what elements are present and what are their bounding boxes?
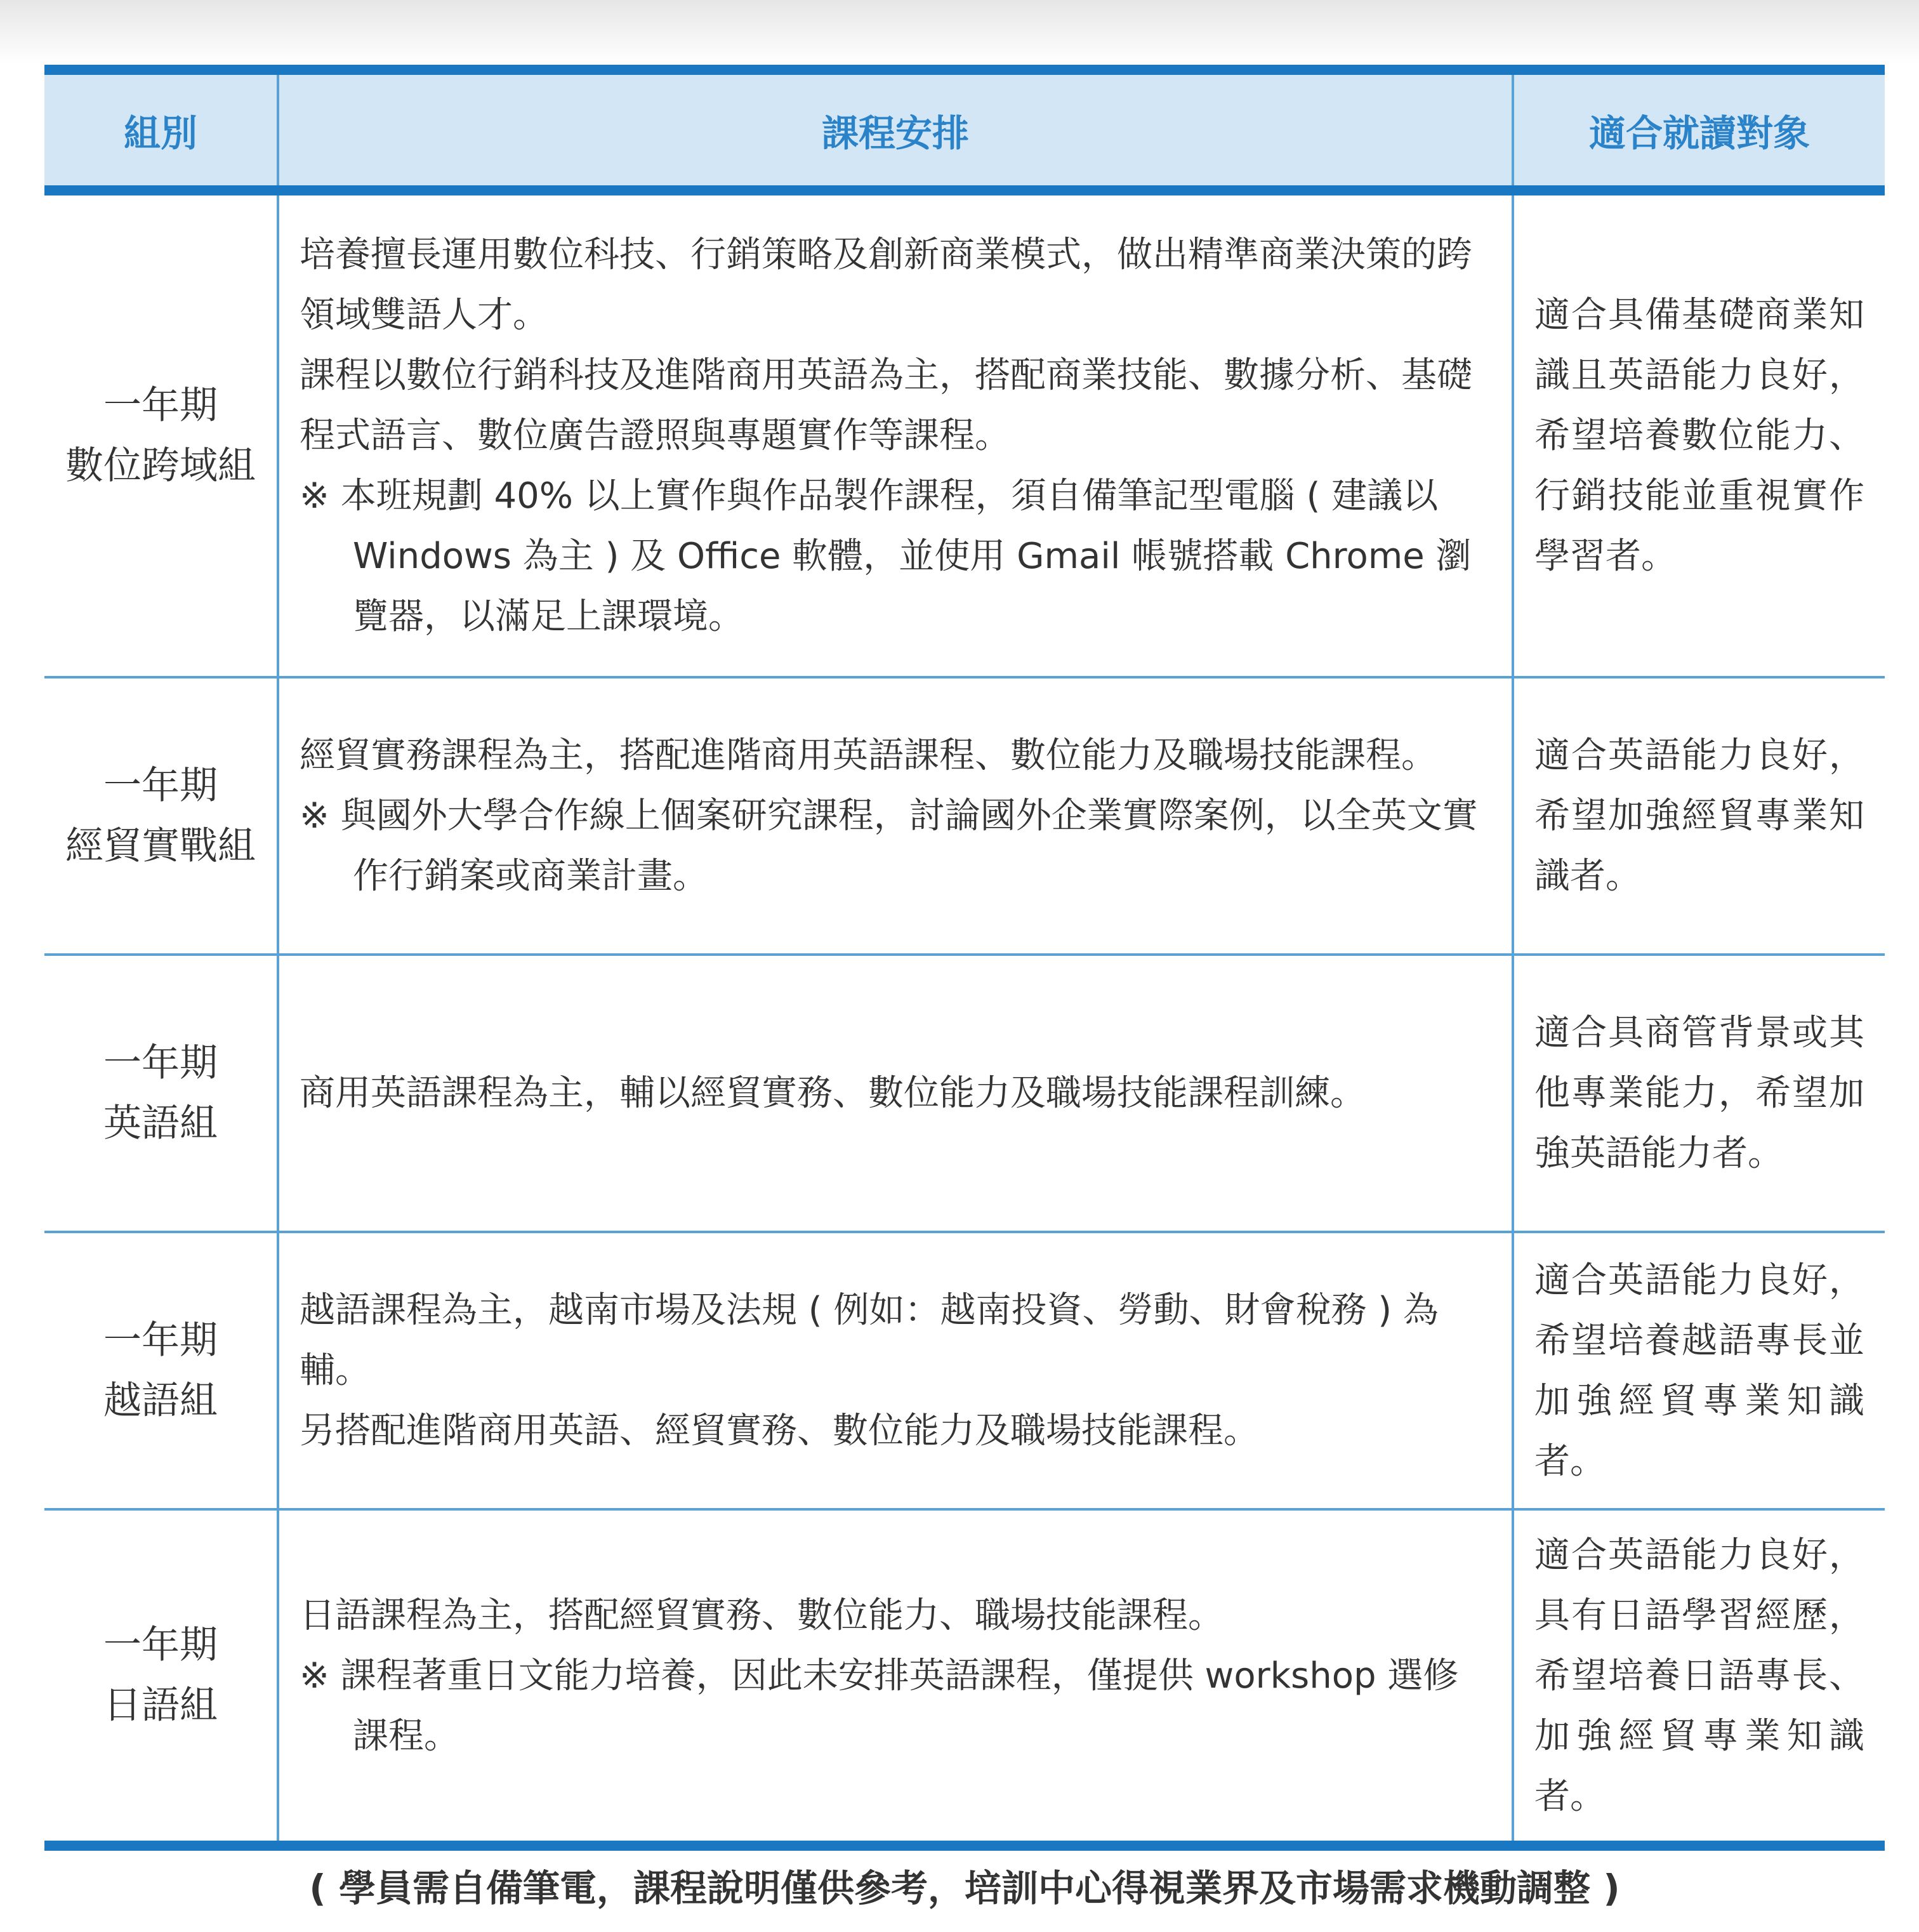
- footer-note: ( 學員需自備筆電，課程說明僅供參考，培訓中心得視業界及市場需求機動調整 ): [309, 1867, 1620, 1910]
- header-target: 適合就讀對象: [1513, 70, 1885, 190]
- header-group: 組別: [44, 70, 278, 190]
- group-duration: 一年期: [103, 1623, 218, 1667]
- group-duration: 一年期: [103, 1040, 218, 1085]
- course-text: 商用英語課程為主，輔以經貿實務、數位能力及職場技能課程訓練。: [300, 1073, 1366, 1114]
- top-shade: [0, 0, 1919, 63]
- course-cell: [278, 677, 1513, 955]
- course-cell: [278, 190, 1513, 677]
- table-row: [44, 955, 1885, 1232]
- header-course: 課程安排: [278, 70, 1513, 190]
- table-row: [44, 1509, 1885, 1846]
- target-cell: 適合具商管背景或其他專業能力，希望加強英語能力者。: [1513, 955, 1885, 1232]
- target-cell: 適合具備基礎商業知識且英語能力良好，希望培養數位能力、行銷技能並重視實作學習者。: [1513, 190, 1885, 677]
- table-row: [44, 190, 1885, 677]
- group-cell: [44, 677, 278, 955]
- group-name: 數位跨域組: [65, 443, 256, 488]
- table-header: [44, 70, 1885, 190]
- course-note: ※ 本班規劃 40% 以上實作與作品製作課程，須自備筆記型電腦 ( 建議以 Windows 為主 ) 及 Office 軟體，並使用 Gmail 帳號搭載 Chrome 瀏覽器，以滿足上課環境。: [300, 475, 1472, 637]
- course-text: 培養擅長運用數位科技、行銷策略及創新商業模式，做出精準商業決策的跨領域雙語人才。: [300, 234, 1472, 336]
- header-row: [44, 70, 1885, 190]
- course-note: ※ 與國外大學合作線上個案研究課程，討論國外企業實際案例，以全英文實作行銷案或商業計畫。: [300, 795, 1478, 897]
- group-name: 日語組: [103, 1683, 218, 1728]
- group-duration: 一年期: [103, 1318, 218, 1363]
- target-cell: 適合英語能力良好，具有日語學習經歷，希望培養日語專長、加強經貿專業知識者。: [1513, 1509, 1885, 1846]
- table-body: [44, 190, 1885, 1846]
- group-name: 越語組: [103, 1378, 218, 1423]
- group-cell: [44, 1232, 278, 1509]
- program-table: [44, 65, 1885, 1851]
- table-row: [44, 677, 1885, 955]
- group-cell: [44, 1509, 278, 1846]
- course-note: ※ 課程著重日文能力培養，因此未安排英語課程，僅提供 workshop 選修課程。: [300, 1655, 1459, 1757]
- target-cell: 適合英語能力良好，希望培養越語專長並加強經貿專業知識者。: [1513, 1232, 1885, 1509]
- course-cell: [278, 1509, 1513, 1846]
- course-text: 另搭配進階商用英語、經貿實務、數位能力及職場技能課程。: [300, 1410, 1259, 1452]
- group-name: 經貿實戰組: [65, 823, 256, 868]
- group-cell: [44, 955, 278, 1232]
- group-duration: 一年期: [103, 383, 218, 428]
- course-text: 越語課程為主，越南市場及法規 ( 例如：越南投資、勞動、財會稅務 ) 為輔。: [300, 1290, 1439, 1391]
- course-cell: [278, 955, 1513, 1232]
- course-text: 經貿實務課程為主，搭配進階商用英語課程、數位能力及職場技能課程。: [300, 735, 1437, 776]
- course-text: 日語課程為主，搭配經貿實務、數位能力、職場技能課程。: [300, 1594, 1223, 1636]
- course-cell: [278, 1232, 1513, 1509]
- program-table-container: [44, 65, 1885, 1851]
- group-name: 英語組: [103, 1101, 218, 1146]
- group-duration: 一年期: [103, 763, 218, 808]
- table-row: [44, 1232, 1885, 1509]
- course-text: 課程以數位行銷科技及進階商用英語為主，搭配商業技能、數據分析、基礎程式語言、數位廣告證照與專題實作等課程。: [300, 355, 1472, 456]
- group-cell: [44, 190, 278, 677]
- target-cell: 適合英語能力良好，希望加強經貿專業知識者。: [1513, 677, 1885, 955]
